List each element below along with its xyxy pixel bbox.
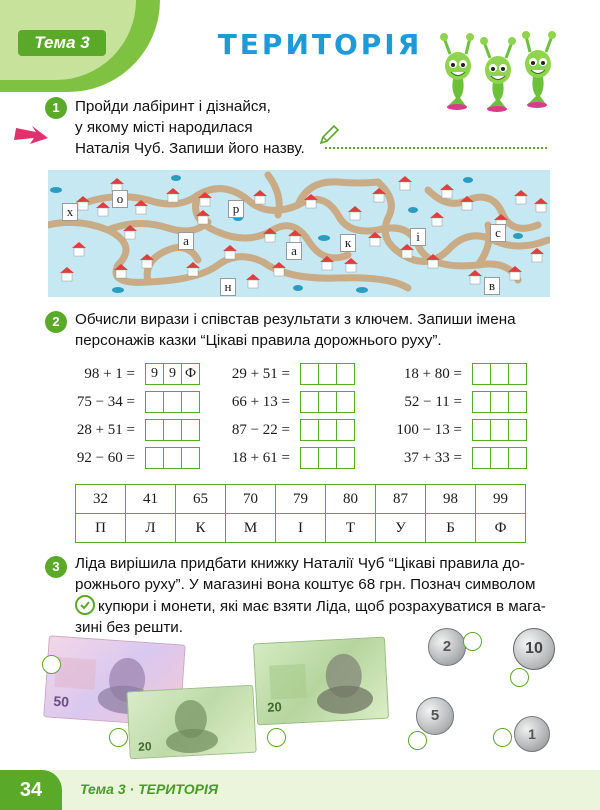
coin-5 bbox=[416, 697, 454, 735]
maze-letter: і bbox=[410, 228, 426, 246]
coin-1 bbox=[514, 716, 550, 752]
answer-cell[interactable] bbox=[472, 419, 491, 441]
answer-cell[interactable] bbox=[508, 391, 527, 413]
expression-row bbox=[55, 360, 200, 388]
expression-row bbox=[55, 416, 200, 444]
pencil-icon bbox=[318, 124, 340, 146]
answer-cell[interactable] bbox=[336, 391, 355, 413]
key-number: 79 bbox=[276, 485, 326, 514]
task2-line: персонажів казки “Цікаві правила дорожнього руху”. bbox=[75, 332, 442, 349]
answer-boxes[interactable] bbox=[473, 447, 527, 469]
answer-cell[interactable] bbox=[508, 419, 527, 441]
answer-cell[interactable]: 9 bbox=[145, 363, 164, 385]
expression: 29 + 51 = bbox=[231, 366, 290, 382]
select-circle-coin-5[interactable] bbox=[408, 731, 427, 750]
task1-text bbox=[75, 96, 335, 159]
expression: 18 + 61 = bbox=[231, 450, 290, 466]
answer-cell[interactable] bbox=[490, 391, 509, 413]
expression-column-1 bbox=[55, 360, 200, 472]
footer-section: ТЕРИТОРІЯ bbox=[138, 781, 219, 797]
expression: 18 + 80 = bbox=[403, 366, 462, 382]
key-letter: У bbox=[376, 514, 426, 543]
answer-cell[interactable] bbox=[145, 391, 164, 413]
answer-boxes[interactable] bbox=[473, 391, 527, 413]
footer-title bbox=[80, 781, 218, 797]
answer-cell[interactable] bbox=[508, 447, 527, 469]
key-number: 80 bbox=[326, 485, 376, 514]
coin-value: 10 bbox=[525, 640, 543, 657]
select-circle-banknote-20-back[interactable] bbox=[267, 728, 286, 747]
expression: 28 + 51 = bbox=[76, 422, 135, 438]
answer-cell[interactable] bbox=[336, 363, 355, 385]
answer-cell[interactable] bbox=[163, 419, 182, 441]
key-letter: Ф bbox=[476, 514, 526, 543]
expression-row bbox=[382, 388, 527, 416]
select-circle-banknote-20-front[interactable] bbox=[109, 728, 128, 747]
answer-cell[interactable]: Ф bbox=[181, 363, 200, 385]
theme-tab: Тема 3 bbox=[18, 30, 106, 56]
expression: 87 − 22 = bbox=[231, 422, 290, 438]
task1-line: у якому місті народилася bbox=[75, 119, 253, 136]
key-letter: Л bbox=[126, 514, 176, 543]
arrow-pointer-icon bbox=[12, 118, 52, 148]
expression-row bbox=[210, 360, 355, 388]
answer-cell[interactable] bbox=[300, 419, 319, 441]
answer-boxes[interactable] bbox=[146, 447, 200, 469]
maze-letter: а bbox=[286, 242, 302, 260]
expression: 52 − 11 = bbox=[404, 394, 462, 410]
task-number-1: 1 bbox=[45, 97, 67, 119]
expression: 66 + 13 = bbox=[231, 394, 290, 410]
expression-row bbox=[382, 444, 527, 472]
answer-cell[interactable] bbox=[145, 447, 164, 469]
maze-letter: в bbox=[484, 277, 500, 295]
key-number: 32 bbox=[76, 485, 126, 514]
answer-cell[interactable] bbox=[181, 419, 200, 441]
answer-cell[interactable] bbox=[336, 419, 355, 441]
expression-row bbox=[210, 388, 355, 416]
answer-cell[interactable] bbox=[490, 419, 509, 441]
select-circle-banknote-50[interactable] bbox=[42, 655, 61, 674]
coin-2 bbox=[428, 628, 466, 666]
maze-letter: а bbox=[178, 232, 194, 250]
expression: 75 − 34 = bbox=[76, 394, 135, 410]
maze bbox=[48, 170, 550, 297]
footer-theme: Тема 3 bbox=[80, 781, 126, 797]
answer-cell[interactable] bbox=[472, 391, 491, 413]
answer-boxes[interactable] bbox=[473, 363, 527, 385]
answer-cell[interactable] bbox=[318, 419, 337, 441]
coin-value: 2 bbox=[442, 638, 452, 655]
expression: 37 + 33 = bbox=[403, 450, 462, 466]
maze-letter: н bbox=[220, 278, 236, 296]
expression-row bbox=[382, 360, 527, 388]
aliens-illustration bbox=[436, 30, 566, 112]
answer-cell[interactable] bbox=[145, 419, 164, 441]
task3-line: зині без решти. bbox=[75, 619, 183, 636]
select-circle-coin-1[interactable] bbox=[493, 728, 512, 747]
key-number: 41 bbox=[126, 485, 176, 514]
answer-cell[interactable] bbox=[472, 447, 491, 469]
key-letter: П bbox=[76, 514, 126, 543]
key-numbers-row bbox=[76, 485, 526, 514]
answer-boxes[interactable] bbox=[301, 363, 355, 385]
task3-text bbox=[75, 553, 555, 638]
maze-letter: о bbox=[112, 190, 128, 208]
answer-cell[interactable] bbox=[508, 363, 527, 385]
expression-row bbox=[382, 416, 527, 444]
answer-boxes[interactable] bbox=[301, 419, 355, 441]
coin-value: 1 bbox=[528, 726, 536, 742]
expression: 98 + 1 = bbox=[84, 366, 135, 382]
answer-cell[interactable]: 9 bbox=[163, 363, 182, 385]
coin-10 bbox=[513, 628, 555, 670]
key-number: 70 bbox=[226, 485, 276, 514]
key-letter: І bbox=[276, 514, 326, 543]
answer-cell[interactable] bbox=[163, 447, 182, 469]
answer-cell[interactable] bbox=[300, 363, 319, 385]
answer-cell[interactable] bbox=[318, 391, 337, 413]
select-circle-coin-2[interactable] bbox=[463, 632, 482, 651]
answer-boxes[interactable] bbox=[473, 419, 527, 441]
banknote-20-back bbox=[253, 637, 389, 726]
task1-line: Наталія Чуб. Запиши його назву. bbox=[75, 140, 305, 157]
expression-row bbox=[210, 416, 355, 444]
alien-left bbox=[440, 33, 474, 110]
page-title: ТЕРИТОРІЯ bbox=[217, 28, 423, 61]
key-letter: К bbox=[176, 514, 226, 543]
expression: 100 − 13 = bbox=[396, 422, 462, 438]
task3-line-with-symbol bbox=[75, 595, 555, 617]
footer-separator: · bbox=[129, 781, 135, 797]
answer-cell[interactable] bbox=[318, 447, 337, 469]
answer-boxes[interactable] bbox=[146, 391, 200, 413]
answer-cell[interactable] bbox=[181, 391, 200, 413]
answer-cell[interactable] bbox=[490, 447, 509, 469]
select-circle-coin-10[interactable] bbox=[510, 668, 529, 687]
key-number: 87 bbox=[376, 485, 426, 514]
answer-boxes[interactable] bbox=[301, 447, 355, 469]
banknote-value: 50 bbox=[52, 692, 70, 710]
key-number: 98 bbox=[426, 485, 476, 514]
task-number-3: 3 bbox=[45, 556, 67, 578]
maze-letter: х bbox=[62, 203, 78, 221]
task2-line: Обчисли вирази і співстав результати з ключем. Запиши імена bbox=[75, 311, 516, 328]
key-number: 65 bbox=[176, 485, 226, 514]
task3-line: купюри і монети, які має взяти Ліда, щоб розрахуватися в мага- bbox=[98, 598, 546, 615]
page-number: 34 bbox=[0, 770, 62, 810]
key-number: 99 bbox=[476, 485, 526, 514]
answer-cell[interactable] bbox=[300, 391, 319, 413]
task3-line: рожнього руху”. У магазині вона коштує 68 грн. Познач символом bbox=[75, 576, 536, 593]
alien-middle bbox=[480, 37, 516, 112]
key-table bbox=[75, 484, 526, 543]
answer-boxes[interactable] bbox=[146, 363, 200, 385]
answer-line[interactable] bbox=[325, 147, 547, 149]
answer-cell[interactable] bbox=[490, 363, 509, 385]
maze-letter: с bbox=[490, 224, 506, 242]
answer-cell[interactable] bbox=[336, 447, 355, 469]
expression-row bbox=[55, 444, 200, 472]
key-letter: Т bbox=[326, 514, 376, 543]
answer-cell[interactable] bbox=[300, 447, 319, 469]
task-number-2: 2 bbox=[45, 311, 67, 333]
key-letter: Б bbox=[426, 514, 476, 543]
answer-boxes[interactable] bbox=[146, 419, 200, 441]
banknote-value: 20 bbox=[137, 739, 152, 754]
task2-text bbox=[75, 309, 555, 351]
expression-column-3 bbox=[382, 360, 527, 472]
expression-row bbox=[55, 388, 200, 416]
answer-boxes[interactable] bbox=[301, 391, 355, 413]
coin-value: 5 bbox=[430, 707, 440, 724]
expression: 92 − 60 = bbox=[76, 450, 135, 466]
key-letters-row bbox=[76, 514, 526, 543]
alien-right bbox=[522, 31, 556, 108]
banknote-20-front bbox=[126, 685, 256, 760]
answer-cell[interactable] bbox=[163, 391, 182, 413]
banknote-value: 20 bbox=[266, 699, 283, 715]
maze-letter: к bbox=[340, 234, 356, 252]
task1-line: Пройди лабіринт і дізнайся, bbox=[75, 98, 271, 115]
answer-cell[interactable] bbox=[472, 363, 491, 385]
checkmark-circle-icon bbox=[75, 595, 95, 615]
answer-cell[interactable] bbox=[318, 363, 337, 385]
expression-row bbox=[210, 444, 355, 472]
answer-cell[interactable] bbox=[181, 447, 200, 469]
key-letter: М bbox=[226, 514, 276, 543]
maze-letter: р bbox=[228, 200, 244, 218]
task3-line: Ліда вирішила придбати книжку Наталії Чуб “Цікаві правила до- bbox=[75, 555, 525, 572]
expression-column-2 bbox=[210, 360, 355, 472]
